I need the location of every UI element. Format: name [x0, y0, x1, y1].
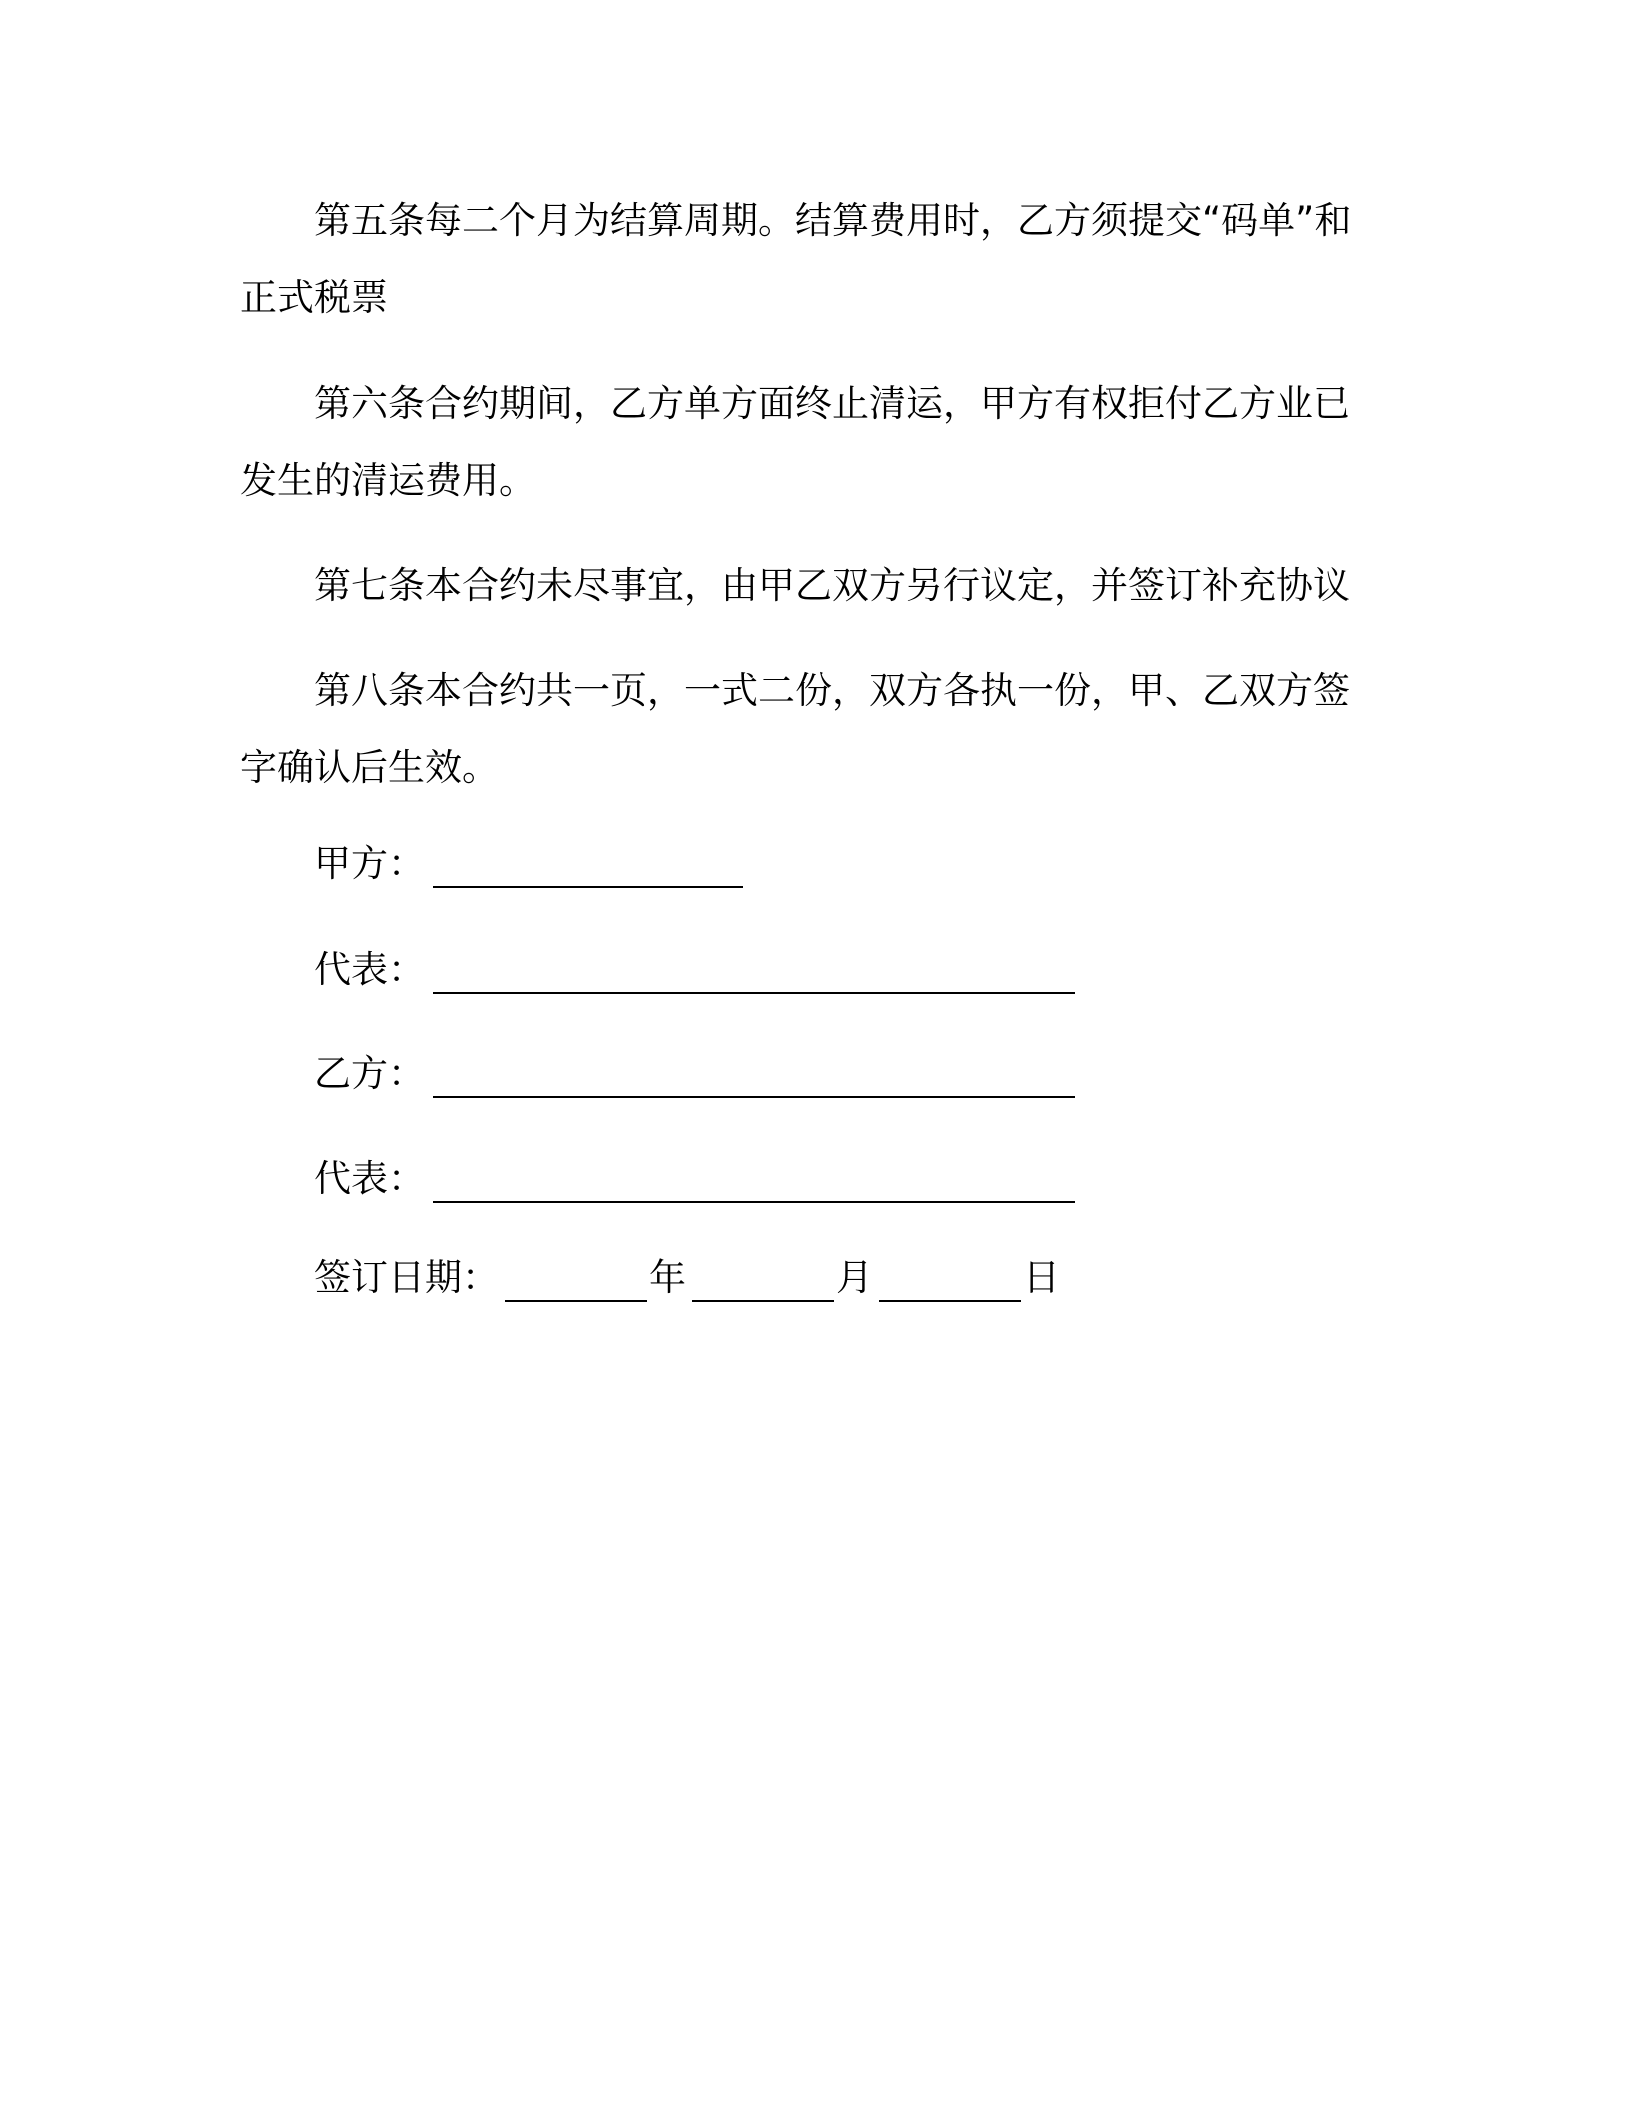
signing-date-row	[314, 1254, 1060, 1302]
article-5-text: 第五条每二个月为结算周期。结算费用时，乙方须提交“码单”和正式税票	[240, 199, 1352, 319]
year-unit: 年	[649, 1256, 686, 1299]
representative-1-label: 代表：	[314, 948, 425, 991]
party-b-blank-line	[433, 1060, 1075, 1098]
party-a-signature-row	[314, 840, 743, 888]
representative-2-blank-line	[433, 1165, 1075, 1203]
signing-date-label: 签订日期：	[314, 1256, 499, 1299]
party-b-label: 乙方：	[314, 1052, 425, 1095]
month-blank-line	[692, 1264, 834, 1302]
article-7-text: 第七条本合约未尽事宜，由甲乙双方另行议定，并签订补充协议	[314, 564, 1350, 607]
day-unit: 日	[1023, 1256, 1060, 1299]
party-b-signature-row	[314, 1050, 1075, 1098]
representative-1-blank-line	[433, 956, 1075, 994]
representative-2-label: 代表：	[314, 1157, 425, 1200]
month-unit: 月	[836, 1256, 873, 1299]
party-b-representative-row	[314, 1155, 1075, 1203]
party-a-blank-line	[433, 850, 743, 888]
year-blank-line	[505, 1264, 647, 1302]
article-8-text: 第八条本合约共一页，一式二份，双方各执一份，甲、乙双方签字确认后生效。	[240, 669, 1350, 789]
party-a-representative-row	[314, 946, 1075, 994]
party-a-label: 甲方：	[314, 842, 425, 885]
article-6-text: 第六条合约期间，乙方单方面终止清运，甲方有权拒付乙方业已发生的清运费用。	[240, 382, 1350, 502]
day-blank-line	[879, 1264, 1021, 1302]
